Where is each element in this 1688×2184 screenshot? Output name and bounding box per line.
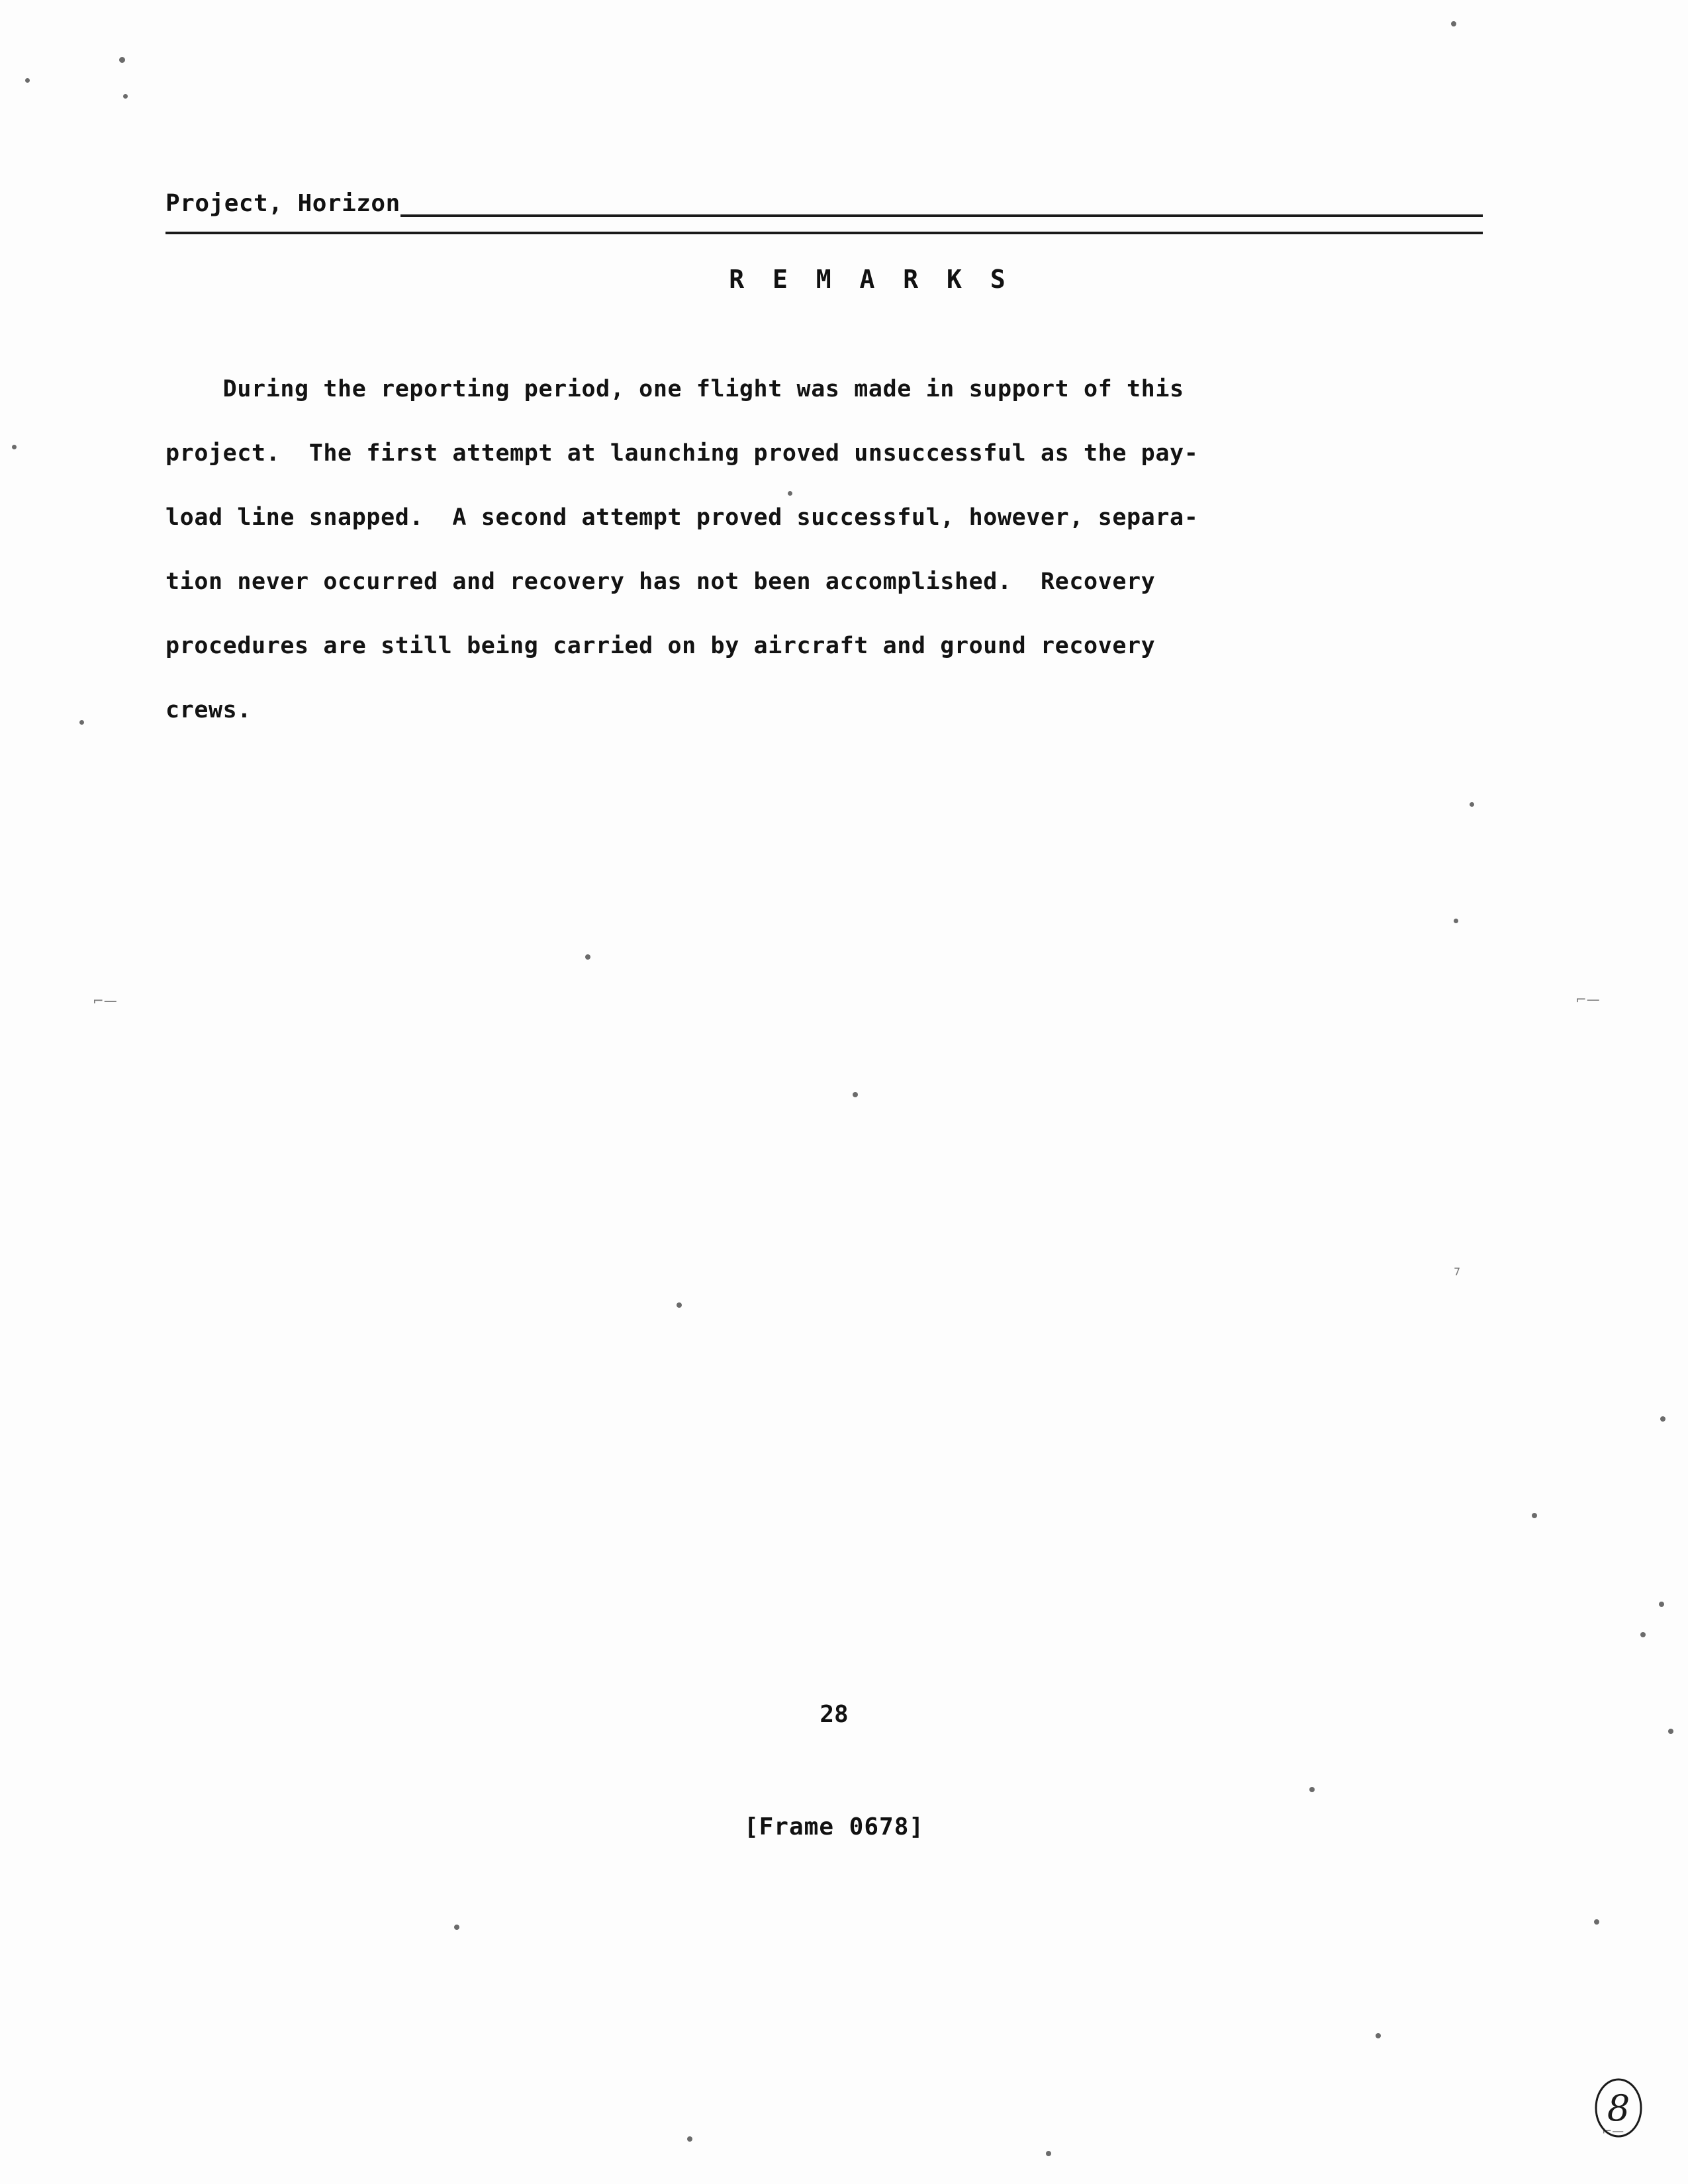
scan-speck [1451, 21, 1456, 26]
page-header [165, 192, 1483, 218]
svg-text:8: 8 [1607, 2087, 1630, 2129]
scan-speck [1376, 2033, 1381, 2038]
scan-speck [1454, 919, 1458, 923]
scan-speck [123, 94, 128, 99]
scan-speck [25, 78, 30, 83]
scan-speck [687, 2136, 692, 2142]
paragraph-line: During the reporting period, one flight was made in support of this [165, 376, 1184, 402]
scan-speck [1660, 1416, 1665, 1422]
document-title: Project, Horizon [165, 190, 400, 217]
scan-speck [1668, 1729, 1673, 1734]
scan-speck [1046, 2151, 1051, 2156]
body-paragraph [165, 357, 1397, 743]
scan-speck [1659, 1602, 1664, 1607]
page-number: 28 [820, 1701, 849, 1728]
scan-artifact: ⌐— [1602, 2124, 1624, 2138]
scan-speck [119, 57, 125, 63]
paragraph-line: tion never occurred and recovery has not been accomplished. Recovery [165, 569, 1156, 595]
paragraph-line: project. The first attempt at launching proved unsuccessful as the pay- [165, 440, 1199, 467]
paragraph-line: load line snapped. A second attempt proved successful, however, separa- [165, 504, 1199, 531]
scan-artifact: ⌐— [93, 993, 117, 1009]
scan-speck [1640, 1632, 1646, 1637]
scan-speck [79, 720, 84, 725]
header-rule [400, 214, 1483, 217]
scan-speck [585, 954, 590, 960]
scan-speck [1594, 1919, 1599, 1925]
scan-speck [1470, 802, 1474, 807]
scan-artifact: ⌐— [1575, 991, 1600, 1007]
scan-speck [853, 1092, 858, 1097]
scan-speck [454, 1925, 459, 1930]
scan-speck [12, 445, 17, 449]
header-underline [165, 232, 1483, 234]
scan-speck [677, 1302, 682, 1308]
paragraph-line: procedures are still being carried on by aircraft and ground recovery [165, 633, 1156, 659]
paragraph-line: crews. [165, 697, 252, 723]
scan-speck [1309, 1787, 1315, 1792]
section-heading: R E M A R K S [729, 265, 1012, 294]
scan-artifact: 7 [1454, 1265, 1461, 1278]
frame-label: [Frame 0678] [743, 1813, 925, 1841]
handwritten-circled-number [1589, 2071, 1648, 2144]
scan-speck [1532, 1513, 1537, 1518]
